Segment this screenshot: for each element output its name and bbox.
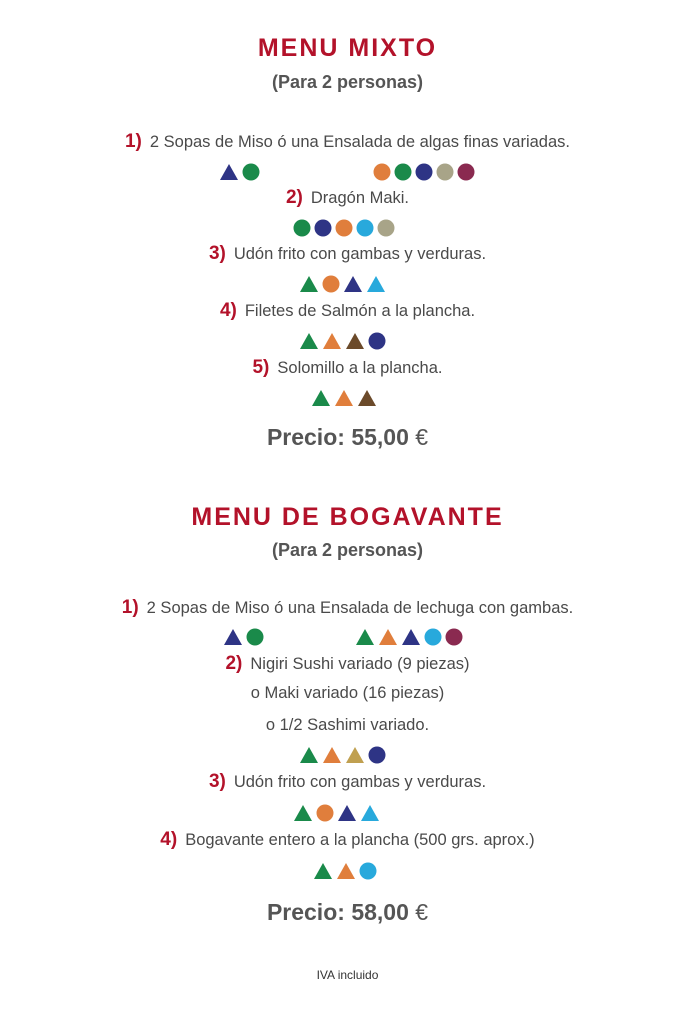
menu-mixto-title: MENU MIXTO: [257, 34, 438, 62]
menu-mixto-price: [0, 424, 695, 451]
navy-triangle-icon: [223, 628, 243, 646]
item-number: 3): [208, 243, 226, 264]
navy-triangle-icon: [219, 163, 239, 181]
orange-triangle-icon: [336, 862, 356, 880]
item-number: 5): [252, 357, 270, 378]
green-circle-icon: [293, 219, 311, 237]
menu-bogavante-price: [0, 899, 695, 926]
green-triangle-icon: [293, 804, 313, 822]
item-text: 2 Sopas de Miso ó una Ensalada de algas finas variadas.: [149, 133, 570, 151]
orange-circle-icon: [335, 219, 353, 237]
allergen-icons-row: [355, 627, 466, 647]
allergen-icons-row: [299, 274, 389, 294]
plum-circle-icon: [445, 628, 463, 646]
plum-circle-icon: [457, 163, 475, 181]
price-value: 55,00: [351, 424, 409, 450]
menu-mixto-item-3: [0, 243, 695, 265]
orange-triangle-icon: [322, 746, 342, 764]
price-label: Precio:: [266, 424, 345, 450]
navy-circle-icon: [415, 163, 433, 181]
allergen-icons-row: [373, 162, 478, 182]
green-triangle-icon: [355, 628, 375, 646]
green-circle-icon: [242, 163, 260, 181]
allergen-icons-row: [223, 627, 267, 647]
menu-bogavante-item-2c: [0, 716, 695, 735]
navy-circle-icon: [368, 746, 386, 764]
price-value: 58,00: [351, 899, 409, 925]
item-text: Udón frito con gambas y verduras.: [233, 773, 487, 791]
item-text: o 1/2 Sashimi variado.: [265, 716, 430, 734]
cyan-circle-icon: [359, 862, 377, 880]
cyan-triangle-icon: [360, 804, 380, 822]
item-number: 2): [285, 187, 303, 208]
menu-bogavante-item-2: [0, 653, 695, 675]
green-triangle-icon: [299, 275, 319, 293]
green-triangle-icon: [313, 862, 333, 880]
navy-circle-icon: [368, 332, 386, 350]
green-triangle-icon: [299, 746, 319, 764]
green-circle-icon: [394, 163, 412, 181]
item-text: Dragón Maki.: [310, 189, 410, 207]
allergen-icons-row: [293, 218, 398, 238]
allergen-icons-row: [299, 331, 389, 351]
item-text: Filetes de Salmón a la plancha.: [244, 302, 476, 320]
allergen-icons-row: [219, 162, 263, 182]
item-number: 4): [219, 300, 237, 321]
allergen-icons-row: [299, 745, 389, 765]
item-number: 3): [208, 771, 226, 792]
orange-circle-icon: [373, 163, 391, 181]
green-triangle-icon: [299, 332, 319, 350]
menu-bogavante-subtitle: (Para 2 personas): [271, 540, 424, 560]
item-number: 1): [124, 131, 142, 152]
menu-mixto-subtitle: (Para 2 personas): [271, 72, 424, 92]
navy-circle-icon: [314, 219, 332, 237]
brown-triangle-icon: [345, 332, 365, 350]
menu-bogavante-item-3: [0, 771, 695, 793]
orange-circle-icon: [322, 275, 340, 293]
orange-circle-icon: [316, 804, 334, 822]
item-text: Nigiri Sushi variado (9 piezas): [250, 655, 470, 673]
cyan-circle-icon: [356, 219, 374, 237]
price-label: Precio:: [266, 899, 345, 925]
gray-circle-icon: [436, 163, 454, 181]
gold-triangle-icon: [345, 746, 365, 764]
menu-bogavante-item-4: [0, 829, 695, 851]
cyan-circle-icon: [424, 628, 442, 646]
item-number: 2): [225, 653, 243, 674]
navy-triangle-icon: [337, 804, 357, 822]
currency: €: [415, 899, 429, 925]
item-number: 1): [121, 597, 139, 618]
menu-bogavante-item-2b: [0, 684, 695, 703]
item-text: Udón frito con gambas y verduras.: [233, 245, 487, 263]
orange-triangle-icon: [334, 389, 354, 407]
item-number: 4): [160, 829, 178, 850]
item-text: Solomillo a la plancha.: [277, 359, 443, 377]
allergen-icons-row: [293, 803, 383, 823]
menu-mixto-item-2: [0, 187, 695, 209]
menu-bogavante-item-1: [0, 597, 695, 619]
cyan-triangle-icon: [366, 275, 386, 293]
orange-triangle-icon: [378, 628, 398, 646]
allergen-icons-row: [313, 861, 380, 881]
navy-triangle-icon: [401, 628, 421, 646]
menu-mixto-item-1: [0, 131, 695, 153]
gray-circle-icon: [377, 219, 395, 237]
green-circle-icon: [246, 628, 264, 646]
brown-triangle-icon: [357, 389, 377, 407]
tax-note: IVA incluido: [316, 968, 379, 982]
item-text: 2 Sopas de Miso ó una Ensalada de lechuga con gambas.: [146, 599, 574, 617]
orange-triangle-icon: [322, 332, 342, 350]
item-text: o Maki variado (16 piezas): [250, 684, 445, 702]
green-triangle-icon: [311, 389, 331, 407]
menu-bogavante-title: MENU DE BOGAVANTE: [191, 503, 504, 531]
currency: €: [415, 424, 429, 450]
allergen-icons-row: [311, 388, 380, 408]
item-text: Bogavante entero a la plancha (500 grs. aprox.): [185, 831, 535, 849]
menu-mixto-item-4: [0, 300, 695, 322]
navy-triangle-icon: [343, 275, 363, 293]
menu-mixto-item-5: [0, 357, 695, 379]
